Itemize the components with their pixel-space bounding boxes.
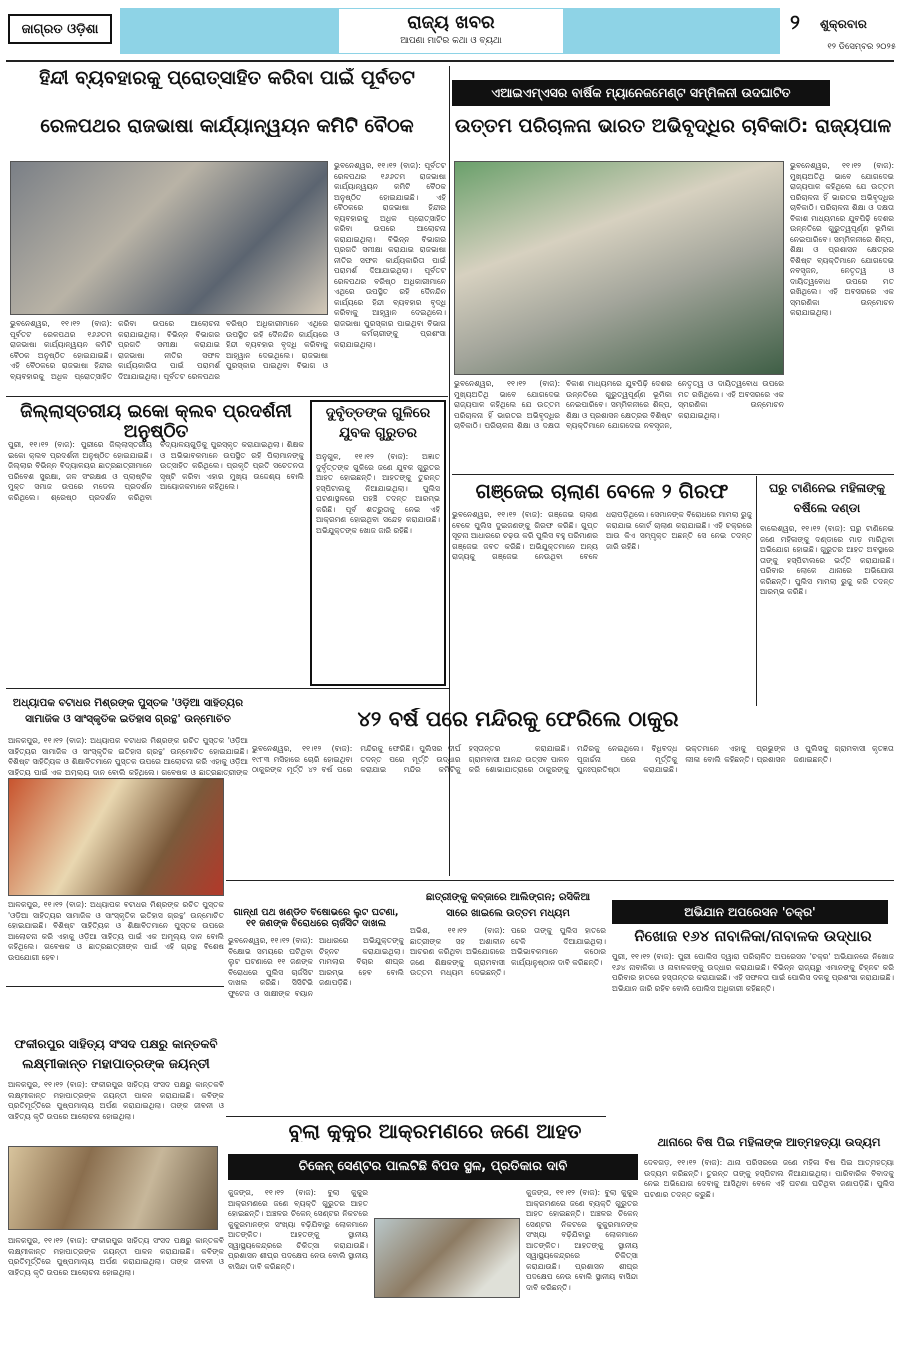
poet-event-photo <box>8 1146 218 1230</box>
subhead-banner <box>228 1154 638 1180</box>
story-aims-conference <box>452 66 894 472</box>
headline: ହିନ୍ଦୀ ବ୍ୟବହାରକୁ ପ୍ରୋତ୍ସାହିତ କରିବା ପାଇଁ ପୂର୍ବତଟ <box>39 68 415 89</box>
subhead-text: ଚିକେନ୍ ସେଣ୍ଟର ପାଲଟିଛି ବିପଦ ସ୍ଥଳ, ପ୍ରତିକାର ଦାବି <box>298 1159 568 1174</box>
column-divider <box>756 476 757 706</box>
kicker-banner <box>612 900 888 924</box>
story-loot-chargesheet <box>228 882 404 1114</box>
section-title-box <box>338 8 564 54</box>
headline: ସାରେ ଖାଇଲେ ଉତ୍ତମ ମଧ୍ୟମ <box>446 908 570 919</box>
article-body: ପୁରୀ, ୧୧।୧୨ (ବାଜ): ପୁରୀ ପୋଲିସ ଦ୍ୱାରା ପରିଚାଳିତ ଅପରେସନ 'ଚକ୍ର' ଅଭିଯାନରେ ନିଖୋଜ ୧୬୪ ନାବାଳିକା ଓ ନାବାଳକଙ୍କୁ ଉଦ୍ଧାର କରାଯାଇଛି। ବିଭିନ୍ନ ରାଜ୍ୟରୁ ଏମାନଙ୍କୁ ଚିହ୍ନଟ କରି ପରିବାର ହାତରେ ହସ୍ତାନ୍ତର କରାଯାଇଛି। ଏହି ସଫଳତା ପାଇଁ ପୋଲିସ ଦଳକୁ ପ୍ରଶଂସା କରାଯାଇଛି। ଅଭିଯାନ ଜାରି ରହିବ ବୋଲି ପୋଲିସ ଅଧିକାରୀ କହିଛନ୍ତି। <box>612 952 894 993</box>
meeting-photo <box>10 161 328 315</box>
article-body: ଭୁବନେଶ୍ୱର, ୧୧।୧୨ (ବାଜ): ପୂର୍ବତଟ ରେଳପଥର ୧୬୬ତମ ରାଜଭାଷା କାର୍ଯ୍ୟାନ୍ୱୟନ କମିଟି ବୈଠକ ଅନୁଷ୍ଠିତ ହୋଇଯାଇଛି। ଏହି ବୈଠକରେ ରାଜଭାଷା ହିନ୍ଦୀର ବ୍ୟବହାରକୁ ଅଧିକ ପ୍ରୋତ୍ସାହିତ କରିବା ଉପରେ ଆଲୋଚନା କରାଯାଇଥିଲା। ବିଭିନ୍ନ ବିଭାଗର ପ୍ରଗତି ସମୀକ୍ଷା କରାଯାଇ ରାଜଭାଷା ନୀତିର ସଫଳ କାର୍ଯ୍ୟକାରିତା ପାଇଁ ପରାମର୍ଶ ଦିଆଯାଇଥିଲା। ପୂର୍ବତଟ ରେଳପଥର ବରିଷ୍ଠ ଅଧିକାରୀମାନେ ଏଥିରେ ଉପସ୍ଥିତ ରହି ଦୈନନ୍ଦିନ କାର୍ଯ୍ୟରେ ହିନ୍ଦୀ ବ୍ୟବହାର ବୃଦ୍ଧି କରିବାକୁ ଆହ୍ୱାନ ଦେଇଥିଲେ। ରାଜଭାଷା ପୁରସ୍କାର ପାଇଥିବା ବିଭାଗ ଓ କର୍ମଚାରୀଙ୍କୁ ପ୍ରଶଂସା କରାଯାଇଥିଲା। <box>334 161 446 349</box>
kicker-banner <box>452 80 830 106</box>
book-release-photo <box>8 778 224 896</box>
story-dog-attack <box>228 1118 642 1358</box>
page-number: ୨ <box>790 10 800 34</box>
article-body: ଆଳକପୁର, ୧୧।୧୨ (ବାଜ): ଅଧ୍ୟାପକ ବଟାଧର ମିଶ୍ରଙ୍କ ରଚିତ ପୁସ୍ତକ 'ଓଡ଼ିଆ ସାହିତ୍ୟର ସାମାଜିକ ଓ ସାଂସ୍କୃତିକ ଇତିହାସ ଗ୍ରନ୍ଥ' ଉନ୍ମୋଚିତ ହୋଇଯାଇଛି। ବିଶିଷ୍ଟ ସାହିତ୍ୟିକ ଓ ଶିକ୍ଷାବିତମାନେ ପୁସ୍ତକ ଉପରେ ଆଲୋଚନା କରି ଏହାକୁ ଓଡ଼ିଆ ସାହିତ୍ୟ ପାଇଁ ଏକ ଅମୂଲ୍ୟ ଦାନ ବୋଲି କହିଥିଲେ। ଗବେଷକ ଓ ଛାତ୍ରଛାତ୍ରୀଙ୍କ <box>8 736 248 776</box>
headline: ଥାନାରେ ବିଷ ପିଇ ମହିଳାଙ୍କ ଆତ୍ମହତ୍ୟା ଉଦ୍ୟମ <box>657 1136 881 1149</box>
story-deity-returns <box>252 708 894 878</box>
headline: ବର୍ଷିଲେ ଦଣ୍ଡା <box>793 502 861 515</box>
headline: ଉତ୍ତମ ପରିଚାଳନା ଭାରତ ଅଭିବୃଦ୍ଧିର ଚାବିକାଠି: ରାଜ୍ୟପାଳ <box>454 116 892 137</box>
article-body: ଭୁବନେଶ୍ୱର, ୧୧।୧୨ (ବାଜ): ୧୯୮୩ ମସିହାରେ ଚୋରି ହୋଇଥିବା ଠାକୁରଙ୍କ ମୂର୍ତ୍ତି ୪୨ ବର୍ଷ ପରେ ମନ୍ଦିରକୁ ଫେରିଛି। ପୁଲିସର ଦୀର୍ଘ ତଦନ୍ତ ପରେ ମୂର୍ତ୍ତି ଉଦ୍ଧାର କରାଯାଇ ମନ୍ଦିର କମିଟିକୁ ହସ୍ତାନ୍ତର କରାଯାଇଛି। ଗ୍ରାମବାସୀ ଆନନ୍ଦ ଉତ୍ସବ ପାଳନ କରି ଶୋଭାଯାତ୍ରାରେ ଠାକୁରଙ୍କୁ ମନ୍ଦିରକୁ ନେଇଥିଲେ। ବିଧିବଦ୍ଧ ପୂଜାର୍ଚ୍ଚନା ପରେ ମୂର୍ତ୍ତିକୁ ପୁନଃପ୍ରତିଷ୍ଠା କରାଯାଇଛି। ଭକ୍ତମାନେ ଏହାକୁ ପ୍ରଭୁଙ୍କ ଲୀଳା ବୋଲି କହିଛନ୍ତି। ପ୍ରଶାସନ ଓ ପୁଲିସକୁ ଗ୍ରାମବାସୀ କୃତଜ୍ଞତା ଜଣାଇଛନ୍ତି। <box>252 744 894 774</box>
headline: ସାମାଜିକ ଓ ସାଂସ୍କୃତିକ ଇତିହାସ ଗ୍ରନ୍ଥ' ଉନ୍ମୋଚିତ <box>25 714 231 725</box>
kicker-text: ଏଆଇଏମ୍ଏସର ବାର୍ଷିକ ମ୍ୟାନେଜମେଣ୍ଟ ସମ୍ମିଳନୀ ଉଦଘାଟିତ <box>491 85 791 100</box>
headline: ରେଳପଥର ରାଜଭାଷା କାର୍ଯ୍ୟାନ୍ୱୟନ କମିଟି ବୈଠକ <box>40 116 414 137</box>
injured-man-photo <box>374 1218 520 1298</box>
article-body: ଭୁବନେଶ୍ୱର, ୧୧।୧୨ (ବାଜ): ମୁଖ୍ୟଅତିଥି ଭାବେ ଯୋଗଦେଇ ରାଜ୍ୟପାଳ କହିଥିଲେ ଯେ ଉତ୍ତମ ପରିଚାଳନା ହିଁ ଭାରତର ଅଭିବୃଦ୍ଧିର ଚାବିକାଠି। ପରିଚାଳନା ଶିକ୍ଷା ଓ ଦକ୍ଷତା ବିକାଶ ମାଧ୍ୟମରେ ଯୁବପିଢ଼ି ଦେଶର ଉନ୍ନତିରେ ଗୁରୁତ୍ୱପୂର୍ଣ୍ଣ ଭୂମିକା ନେଇପାରିବେ। ସମ୍ମିଳନୀରେ ଶିଳ୍ପ, ଶିକ୍ଷା ଓ ପ୍ରଶାସନ କ୍ଷେତ୍ରର ବିଶିଷ୍ଟ ବ୍ୟକ୍ତିମାନେ ଯୋଗଦେଇ ନବସୃଜନ, ନେତୃତ୍ୱ ଓ ଦାୟିତ୍ୱବୋଧ ଉପରେ ମତ ରଖିଥିଲେ। ଏହି ଅବସରରେ ଏକ ସ୍ମରଣିକା ଉନ୍ମୋଚନ କରାଯାଇଥିଲା। <box>454 379 784 430</box>
story-poet-anniversary <box>8 988 224 1358</box>
masthead <box>0 0 900 62</box>
headline: ଗଞ୍ଜେଇ ଚାଲାଣ ବେଳେ ୨ ଗିରଫ <box>475 480 729 503</box>
headline: ଗାନ୍ଧୀ ପଥ ଖଣ୍ଡିତ ବିଷୋଭରେ ଲୁଟ ଘଟଣା, ୧୧ ଜଣଙ୍କ ବିରୋଧରେ ଚାର୍ଜସିଟ ଦାଖଲ <box>233 908 399 929</box>
article-body: ବାଲେଶ୍ୱର, ୧୧।୧୨ (ବାଜ): ଘରୁ ଟାଣିନେଇ ଜଣେ ମହିଳାଙ୍କୁ ଦଣ୍ଡାରେ ମାଡ଼ ମାରିଥିବା ଅଭିଯୋଗ ହୋଇଛି। ଗୁରୁତର ଆହତ ଅବସ୍ଥାରେ ତାଙ୍କୁ ହସ୍ପିଟାଲରେ ଭର୍ତ୍ତି କରାଯାଇଛି। ପରିବାର ଲୋକେ ଥାନାରେ ଅଭିଯୋଗ କରିଛନ୍ତି। ପୁଲିସ ମାମଲା ରୁଜୁ କରି ତଦନ୍ତ ଆରମ୍ଭ କରିଛି। <box>760 524 894 596</box>
kicker-text: ଅଭିଯାନ ଅପରେସନ 'ଚକ୍ର' <box>684 905 816 919</box>
headline: ଯୁବକ ଗୁରୁତର <box>338 426 418 441</box>
horizontal-rule <box>452 474 894 475</box>
issue-day: ଶୁକ୍ରବାର <box>820 17 867 31</box>
issue-date: ୧୨ ଡିସେମ୍ବର ୨୦୨୫ <box>827 42 896 52</box>
story-teacher-thrashed <box>410 882 606 1114</box>
governor-photo <box>454 161 784 375</box>
article-body: ଆଳକପୁର, ୧୧।୧୨ (ବାଜ): ଫକୀରପୁର ସାହିତ୍ୟ ସଂସଦ ପକ୍ଷରୁ କାନ୍ତକବି ଲକ୍ଷ୍ମୀକାନ୍ତ ମହାପାତ୍ରଙ୍କ ଜୟନ୍ତୀ ପାଳନ କରାଯାଇଛି। କବିଙ୍କ ପ୍ରତିମୂର୍ତ୍ତିରେ ପୁଷ୍ପମାଲ୍ୟ ଅର୍ପଣ କରାଯାଇଥିଲା। ତାଙ୍କ ଜୀବନୀ ଓ ସାହିତ୍ୟ କୃତି ଉପରେ ଆଲୋଚନା ହୋଇଥିଲା। <box>8 1080 224 1121</box>
headline: ଲକ୍ଷ୍ମୀକାନ୍ତ ମହାପାତ୍ରଙ୍କ ଜୟନ୍ତୀ <box>22 1058 210 1072</box>
story-book-release <box>8 690 248 898</box>
article-body: ଦେବଗଡ଼, ୧୧।୧୨ (ବାଜ): ଥାନା ପରିସରରେ ଜଣେ ମହିଳା ବିଷ ପିଇ ଆତ୍ମହତ୍ୟା ଉଦ୍ୟମ କରିଛନ୍ତି। ତୁରନ୍ତ ତାଙ୍କୁ ହସ୍ପିଟାଲ ନିଆଯାଇଥିଲା। ପାରିବାରିକ ବିବାଦକୁ ନେଇ ଅଭିଯୋଗ ଦେବାକୁ ଆସିଥିବା ବେଳେ ଏହି ଘଟଣା ଘଟିଥିବା ଜଣାପଡ଼ିଛି। ପୁଲିସ ଘଟଣାର ତଦନ୍ତ କରୁଛି। <box>644 1158 894 1199</box>
story-eco-club <box>8 398 304 684</box>
article-body: ଭୁବନେଶ୍ୱର, ୧୧।୧୨ (ବାଜ): ପୂର୍ବତଟ ରେଳପଥର ୧୬୬ତମ ରାଜଭାଷା କାର୍ଯ୍ୟାନ୍ୱୟନ କମିଟି ବୈଠକ ଅନୁଷ୍ଠିତ ହୋଇଯାଇଛି। ଏହି ବୈଠକରେ ରାଜଭାଷା ହିନ୍ଦୀର ବ୍ୟବହାରକୁ ଅଧିକ ପ୍ରୋତ୍ସାହିତ କରିବା ଉପରେ ଆଲୋଚନା କରାଯାଇଥିଲା। ବିଭିନ୍ନ ବିଭାଗର ପ୍ରଗତି ସମୀକ୍ଷା କରାଯାଇ ରାଜଭାଷା ନୀତିର ସଫଳ କାର୍ଯ୍ୟକାରିତା ପାଇଁ ପରାମର୍ଶ ଦିଆଯାଇଥିଲା। ପୂର୍ବତଟ ରେଳପଥର ବରିଷ୍ଠ ଅଧିକାରୀମାନେ ଏଥିରେ ଉପସ୍ଥିତ ରହି ଦୈନନ୍ଦିନ କାର୍ଯ୍ୟରେ ହିନ୍ଦୀ ବ୍ୟବହାର ବୃଦ୍ଧି କରିବାକୁ ଆହ୍ୱାନ ଦେଇଥିଲେ। ରାଜଭାଷା ପୁରସ୍କାର ପାଇଥିବା ବିଭାଗ ଓ <box>10 319 328 381</box>
horizontal-rule <box>226 1116 606 1117</box>
article-body: କୁଜଙ୍ଗ, ୧୧।୧୨ (ବାଜ): ବୁଲା କୁକୁର ଆକ୍ରମଣରେ ଜଣେ ବ୍ୟକ୍ତି ଗୁରୁତର ଆହତ ହୋଇଛନ୍ତି। ଅଞ୍ଚଳର ଚିକେନ୍ ସେଣ୍ଟର ନିକଟରେ କୁକୁରମାନଙ୍କ ସଂଖ୍ୟା ବଢ଼ିଯିବାରୁ ଲୋକମାନେ ଆତଙ୍କିତ। ଆହତଙ୍କୁ ସ୍ଥାନୀୟ ସ୍ୱାସ୍ଥ୍ୟକେନ୍ଦ୍ରରେ ଚିକିତ୍ସା କରାଯାଉଛି। ପ୍ରଶାସନ ଶୀଘ୍ର ପଦକ୍ଷେପ ନେଉ ବୋଲି ସ୍ଥାନୀୟ ବାସିନ୍ଦା ଦାବି କରିଛନ୍ତି। <box>526 1188 638 1292</box>
headline: ଜିଲ୍ଲାସ୍ତରୀୟ ଇକୋ କ୍ଲବ ପ୍ରଦର୍ଶନୀ ଅନୁଷ୍ଠିତ <box>20 402 292 443</box>
horizontal-rule <box>6 986 224 987</box>
story-youth-shot <box>310 400 446 686</box>
article-body: କୁଜଙ୍ଗ, ୧୧।୧୨ (ବାଜ): ବୁଲା କୁକୁର ଆକ୍ରମଣରେ ଜଣେ ବ୍ୟକ୍ତି ଗୁରୁତର ଆହତ ହୋଇଛନ୍ତି। ଅଞ୍ଚଳର ଚିକେନ୍ ସେଣ୍ଟର ନିକଟରେ କୁକୁରମାନଙ୍କ ସଂଖ୍ୟା ବଢ଼ିଯିବାରୁ ଲୋକମାନେ ଆତଙ୍କିତ। ଆହତଙ୍କୁ ସ୍ଥାନୀୟ ସ୍ୱାସ୍ଥ୍ୟକେନ୍ଦ୍ରରେ ଚିକିତ୍ସା କରାଯାଉଛି। ପ୍ରଶାସନ ଶୀଘ୍ର ପଦକ୍ଷେପ ନେଉ ବୋଲି ସ୍ଥାନୀୟ ବାସିନ୍ଦା ଦାବି କରିଛନ୍ତି। <box>228 1188 368 1271</box>
headline: ଘରୁ ଟାଣିନେଇ ମହିଳାଙ୍କୁ <box>768 482 886 495</box>
article-body: ଅନୁଗୁଳ, ୧୧।୧୨ (ବାଜ): ଅଜ୍ଞାତ ଦୁର୍ବୃତ୍ତଙ୍କ ଗୁଳିରେ ଜଣେ ଯୁବକ ଗୁରୁତର ଆହତ ହୋଇଛନ୍ତି। ଆହତଙ୍କୁ ତୁରନ୍ତ ହସ୍ପିଟାଲକୁ ନିଆଯାଇଥିଲା। ପୁଲିସ ଘଟଣାସ୍ଥଳରେ ପହଞ୍ଚି ତଦନ୍ତ ଆରମ୍ଭ କରିଛି। ପୂର୍ବ ଶତ୍ରୁତାକୁ ନେଇ ଏହି ଆକ୍ରମଣ ହୋଇଥିବା ସନ୍ଦେହ କରାଯାଉଛି। ଅଭିଯୁକ୍ତଙ୍କ ଖୋଜ ଜାରି ରହିଛି। <box>316 452 440 535</box>
horizontal-rule <box>6 688 450 689</box>
story-railway-committee <box>8 66 446 392</box>
brand-name: ଜାଗ୍ରତ ଓଡ଼ିଶା <box>21 21 99 37</box>
article-body: ଭୁବନେଶ୍ୱର, ୧୧।୧୨ (ବାଜ): ବିକ୍ଷୋଭ ସମୟରେ ଘଟିଥିବା ଲୁଟ ଘଟଣାରେ ୧୧ ଜଣଙ୍କ ବିରୋଧରେ ପୁଲିସ ଚାର୍ଜସିଟ ଦାଖଲ କରିଛି। ସିସିଟିଭି ଫୁଟେଜ ଓ ସାକ୍ଷୀଙ୍କ ବୟାନ ଆଧାରରେ ଅଭିଯୁକ୍ତଙ୍କୁ ଚିହ୍ନଟ କରାଯାଇଥିଲା। ମାମଲାର ବିଚାର ଶୀଘ୍ର ଆରମ୍ଭ ହେବ ବୋଲି ଜଣାପଡ଼ିଛି। <box>228 936 404 998</box>
story-ganja-arrest <box>452 476 752 706</box>
horizontal-rule <box>6 396 448 397</box>
masthead-divider <box>6 60 894 62</box>
book-story-continued: ଆଳକପୁର, ୧୧।୧୨ (ବାଜ): ଅଧ୍ୟାପକ ବଟାଧର ମିଶ୍ରଙ୍କ ରଚିତ ପୁସ୍ତକ 'ଓଡ଼ିଆ ସାହିତ୍ୟର ସାମାଜିକ ଓ ସାଂସ୍କୃତିକ ଇତିହାସ ଗ୍ରନ୍ଥ' ଉନ୍ମୋଚିତ ହୋଇଯାଇଛି। ବିଶିଷ୍ଟ ସାହିତ୍ୟିକ ଓ ଶିକ୍ଷାବିତମାନେ ପୁସ୍ତକ ଉପରେ ଆଲୋଚନା କରି ଏହାକୁ ଓଡ଼ିଆ ସାହିତ୍ୟ ପାଇଁ ଏକ ଅମୂଲ୍ୟ ଦାନ ବୋଲି କହିଥିଲେ। ଗବେଷକ ଓ ଛାତ୍ରଛାତ୍ରୀଙ୍କ ପାଇଁ ଏହି ଗ୍ରନ୍ଥ ବିଶେଷ ଉପଯୋଗୀ ହେବ। <box>8 900 224 962</box>
article-body: ଆଳକପୁର, ୧୧।୧୨ (ବାଜ): ଫକୀରପୁର ସାହିତ୍ୟ ସଂସଦ ପକ୍ଷରୁ କାନ୍ତକବି ଲକ୍ଷ୍ମୀକାନ୍ତ ମହାପାତ୍ରଙ୍କ ଜୟନ୍ତୀ ପାଳନ କରାଯାଇଛି। କବିଙ୍କ ପ୍ରତିମୂର୍ତ୍ତିରେ ପୁଷ୍ପମାଲ୍ୟ ଅର୍ପଣ କରାଯାଇଥିଲା। ତାଙ୍କ ଜୀବନୀ ଓ ସାହିତ୍ୟ କୃତି ଉପରେ ଆଲୋଚନା ହୋଇଥିଲା। <box>8 1236 224 1277</box>
article-body: ପୁରୀ, ୧୧।୧୨ (ବାଜ): ପୁରୀରେ ଜିଲ୍ଲାସ୍ତରୀୟ ଇକୋ କ୍ଲବ ପ୍ରଦର୍ଶନୀ ଅନୁଷ୍ଠିତ ହୋଇଯାଇଛି। ଜିଲ୍ଲାର ବିଭିନ୍ନ ବିଦ୍ୟାଳୟର ଛାତ୍ରଛାତ୍ରୀମାନେ ପରିବେଶ ସୁରକ୍ଷା, ଜଳ ସଂରକ୍ଷଣ ଓ ପ୍ଲାଷ୍ଟିକ ମୁକ୍ତ ସମାଜ ଉପରେ ମଡେଲ ପ୍ରଦର୍ଶନ କରିଥିଲେ। ଶ୍ରେଷ୍ଠ ପ୍ରଦର୍ଶନ କରିଥିବା ବିଦ୍ୟାଳୟଗୁଡ଼ିକୁ ପୁରସ୍କୃତ କରାଯାଇଥିଲା। ଶିକ୍ଷକ ଓ ଅଭିଭାବକମାନେ ଉପସ୍ଥିତ ରହି ପିଲାମାନଙ୍କୁ ଉତ୍ସାହିତ କରିଥିଲେ। ପ୍ରକୃତି ପ୍ରତି ସଚେତନତା ସୃଷ୍ଟି କରିବା ଏହାର ମୁଖ୍ୟ ଉଦ୍ଦେଶ୍ୟ ବୋଲି ଆୟୋଜକମାନେ କହିଥିଲେ। <box>8 440 304 502</box>
headline: ଦୁର୍ବୃତ୍ତଙ୍କ ଗୁଳିରେ <box>325 406 431 421</box>
headline: ଅଧ୍ୟାପକ ବଟାଧର ମିଶ୍ରଙ୍କ ପୁସ୍ତକ 'ଓଡ଼ିଆ ସାହିତ୍ୟର <box>12 698 244 709</box>
story-poison-attempt <box>644 1134 894 1358</box>
headline: ଫକୀରପୁର ସାହିତ୍ୟ ସଂସଦ ପକ୍ଷରୁ କାନ୍ତକବି <box>14 1038 218 1051</box>
horizontal-rule <box>226 880 894 881</box>
headline: ଛାତ୍ରୀଙ୍କୁ କବ୍ଜାରେ ଆଲିଙ୍ଗନ; ରସିକିଆ <box>425 892 590 903</box>
headline: ନିଖୋଜ ୧୬୪ ନାବାଳିକା/ନାବାଳକ ଉଦ୍ଧାର <box>634 928 872 945</box>
story-operation-chakra <box>612 900 894 1132</box>
article-body: ଅଭିଶ, ୧୧।୧୨ (ବାଜ): ଛାତ୍ରୀଙ୍କ ସହ ଅଶାଳୀନ ଆଚରଣ କରିଥିବା ଅଭିଯୋଗରେ ଜଣେ ଶିକ୍ଷକଙ୍କୁ ଗ୍ରାମବାସୀ ଉତ୍ତମ ମଧ୍ୟମ ଦେଇଛନ୍ତି। ପରେ ତାଙ୍କୁ ପୁଲିସ ହାତରେ ଟେକି ଦିଆଯାଇଥିଲା। ଅଭିଭାବକମାନେ କଠୋର କାର୍ଯ୍ୟାନୁଷ୍ଠାନ ଦାବି କରିଛନ୍ତି। <box>410 926 606 977</box>
brand-logo <box>8 14 112 44</box>
headline: ବୁଲା କୁକୁର ଆକ୍ରମଣରେ ଜଣେ ଆହତ <box>288 1120 582 1143</box>
tagline: ଆପଣା ମାଟିର କଥା ଓ ବ୍ୟଥା <box>400 36 502 46</box>
story-woman-beaten <box>760 476 894 706</box>
section-title: ରାଜ୍ୟ ଖବର <box>407 12 495 33</box>
article-body: ଭୁବନେଶ୍ୱର, ୧୧।୧୨ (ବାଜ): ଗଞ୍ଜେଇ ଚାଲାଣ ବେଳେ ପୁଲିସ ଦୁଇଜଣଙ୍କୁ ଗିରଫ କରିଛି। ଗୁପ୍ତ ସୂଚନା ଆଧାରରେ ଚଢ଼ଉ କରି ପୁଲିସ ବହୁ ପରିମାଣର ଗଞ୍ଜେଇ ଜବତ କରିଛି। ଅଭିଯୁକ୍ତମାନେ ଅନ୍ୟ ରାଜ୍ୟକୁ ଗଞ୍ଜେଇ ନେଉଥିବା ବେଳେ ଧରାପଡ଼ିଥିଲେ। ସେମାନଙ୍କ ବିରୋଧରେ ମାମଲା ରୁଜୁ କରାଯାଇ କୋର୍ଟ ଚାଲାଣ କରାଯାଇଛି। ଏହି ଚକ୍ରରେ ଆଉ କିଏ ସମ୍ପୃକ୍ତ ଅଛନ୍ତି ସେ ନେଇ ତଦନ୍ତ ଜାରି ରହିଛି। <box>452 510 752 561</box>
headline: ୪୨ ବର୍ଷ ପରେ ମନ୍ଦିରକୁ ଫେରିଲେ ଠାକୁର <box>357 708 679 731</box>
article-body: ଭୁବନେଶ୍ୱର, ୧୧।୧୨ (ବାଜ): ମୁଖ୍ୟଅତିଥି ଭାବେ ଯୋଗଦେଇ ରାଜ୍ୟପାଳ କହିଥିଲେ ଯେ ଉତ୍ତମ ପରିଚାଳନା ହିଁ ଭାରତର ଅଭିବୃଦ୍ଧିର ଚାବିକାଠି। ପରିଚାଳନା ଶିକ୍ଷା ଓ ଦକ୍ଷତା ବିକାଶ ମାଧ୍ୟମରେ ଯୁବପିଢ଼ି ଦେଶର ଉନ୍ନତିରେ ଗୁରୁତ୍ୱପୂର୍ଣ୍ଣ ଭୂମିକା ନେଇପାରିବେ। ସମ୍ମିଳନୀରେ ଶିଳ୍ପ, ଶିକ୍ଷା ଓ ପ୍ରଶାସନ କ୍ଷେତ୍ରର ବିଶିଷ୍ଟ ବ୍ୟକ୍ତିମାନେ ଯୋଗଦେଇ ନବସୃଜନ, ନେତୃତ୍ୱ ଓ ଦାୟିତ୍ୱବୋଧ ଉପରେ ମତ ରଖିଥିଲେ। ଏହି ଅବସରରେ ଏକ ସ୍ମରଣିକା ଉନ୍ମୋଚନ କରାଯାଇଥିଲା। <box>790 161 894 317</box>
